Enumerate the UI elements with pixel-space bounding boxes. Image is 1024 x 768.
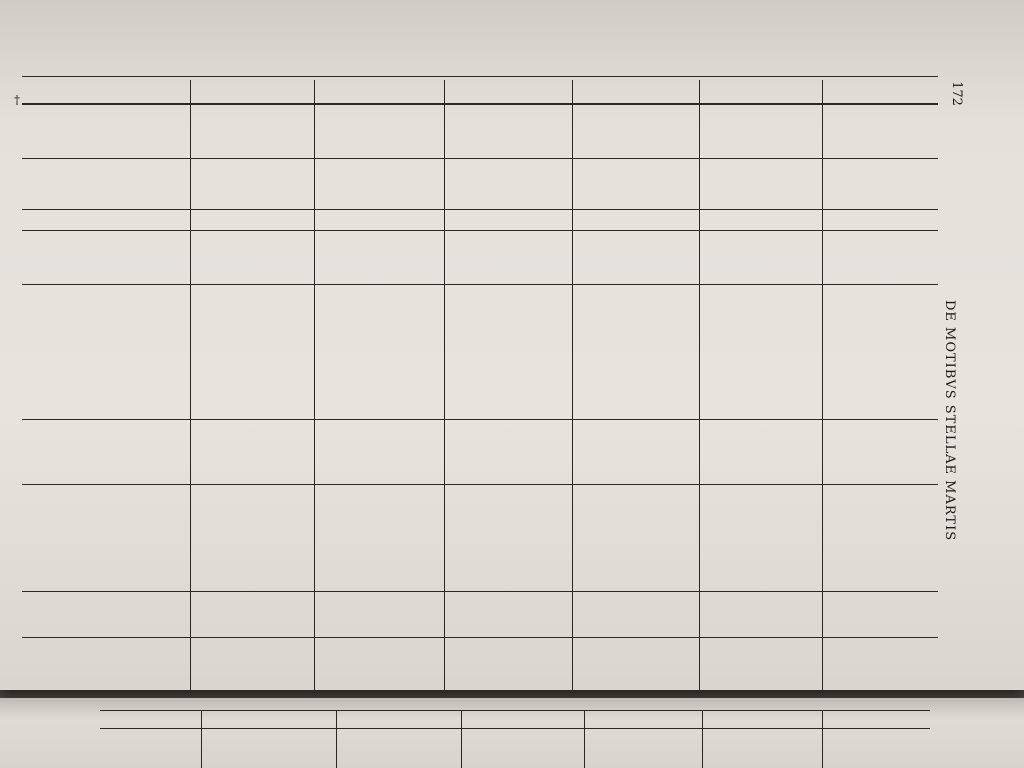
section-rule <box>22 230 938 231</box>
column-separator <box>190 80 191 690</box>
column-separator <box>336 710 337 768</box>
section-rule <box>22 637 938 638</box>
column-separator <box>822 80 823 690</box>
header-top-rule <box>22 76 938 77</box>
next-page-fragment <box>0 698 1024 768</box>
section-rule <box>22 484 938 485</box>
running-title: DE MOTIBVS STELLAE MARTIS <box>942 300 957 542</box>
page-number: 172 <box>948 81 964 106</box>
section-rule <box>22 158 938 159</box>
dagger-mark: † <box>14 93 20 107</box>
column-separator <box>702 710 703 768</box>
column-separator <box>822 710 823 768</box>
column-separator <box>314 80 315 690</box>
column-separator <box>201 710 202 768</box>
section-rule <box>22 419 938 420</box>
page2-top-rule <box>100 710 930 711</box>
column-separator <box>584 710 585 768</box>
column-separator <box>461 710 462 768</box>
section-rule <box>22 591 938 592</box>
column-separator <box>444 80 445 690</box>
column-separator <box>699 80 700 690</box>
header-bottom-rule <box>22 103 938 105</box>
section-rule <box>22 209 938 210</box>
column-separator <box>572 80 573 690</box>
page2-header-rule <box>100 728 930 729</box>
section-rule <box>22 284 938 285</box>
